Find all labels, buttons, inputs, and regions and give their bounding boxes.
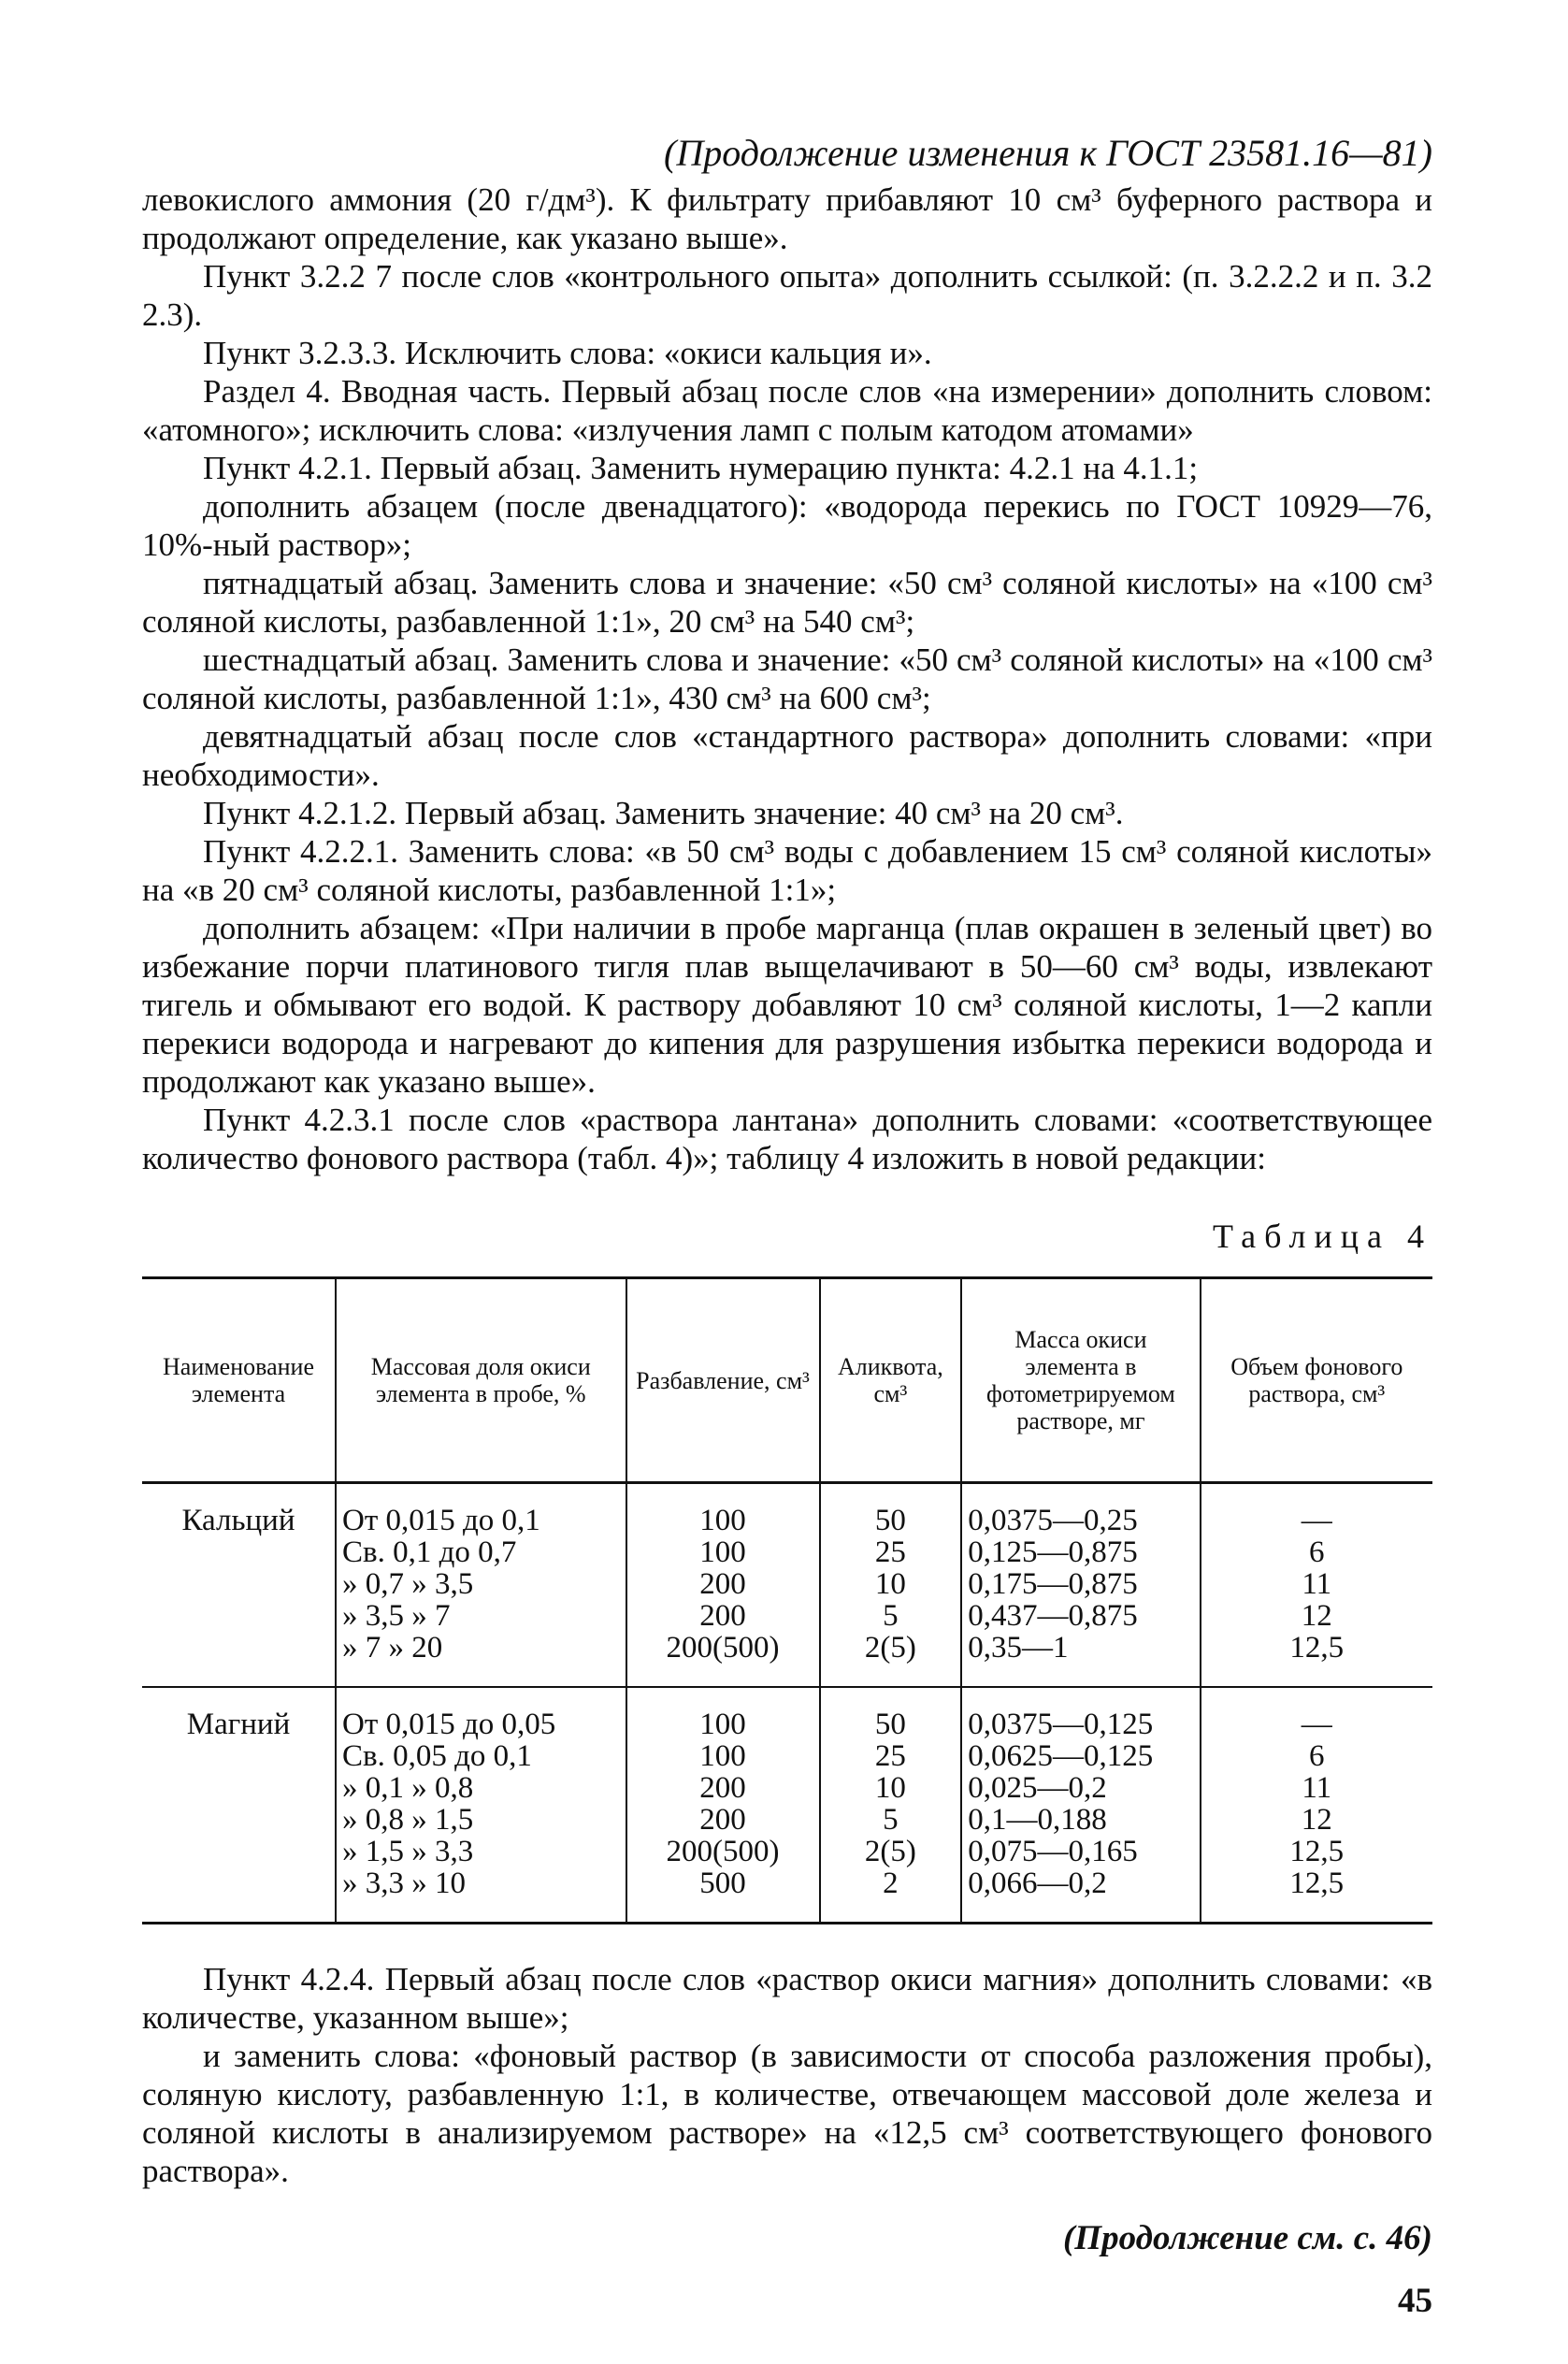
paragraph: шестнадцатый абзац. Заменить слова и значение: «50 см³ соляной кислоты» на «100 см³ соляной кислоты, разбавленной 1:1», 430 см³ на 600 см³; bbox=[142, 641, 1432, 716]
paragraph: пятнадцатый абзац. Заменить слова и значение: «50 см³ соляной кислоты» на «100 см³ соляной кислоты, разбавленной 1:1», 20 см³ на 540 см³; bbox=[142, 565, 1432, 640]
paragraph: Пункт 4.2.4. Первый абзац после слов «раствор окиси магния» дополнить словами: «в количестве, указанном выше»; bbox=[142, 1961, 1432, 2036]
mass-cell bbox=[961, 1483, 1200, 1688]
page-header: (Продолжение изменения к ГОСТ 23581.16—81) bbox=[664, 132, 1432, 174]
paragraph: и заменить слова: «фоновый раствор (в зависимости от способа разложения пробы), соляную кислоту, разбавленную 1:1, в количестве, отвечающем массовой доле железа и соляной кислоты в анализируемом растворе» на «12,5 см³ соответствующего фонового раствора». bbox=[142, 2038, 1432, 2189]
fraction-lines: От 0,015 до 0,05 Св. 0,05 до 0,1 » 0,1 » 0,8 » 0,8 » 1,5 » 1,5 » 3,3 » 3,3 » 10 bbox=[342, 1708, 556, 1900]
table-header-row bbox=[142, 1278, 1432, 1483]
column-header: Наименование элемента bbox=[142, 1278, 336, 1483]
volume-cell bbox=[1201, 1687, 1432, 1924]
document-page bbox=[142, 131, 1432, 2321]
column-header: Аликвота, см³ bbox=[820, 1278, 962, 1483]
paragraph: дополнить абзацем: «При наличии в пробе марганца (плав окрашен в зеленый цвет) во избежание порчи платинового тигля плав выщелачивают в 50—60 см³ воды, извлекают тигель и обмывают его водой. К раствору добавляют 10 см³ соляной кислоты, 1—2 капли перекиси водорода и нагревают до кипения для разрушения избытка перекиси водорода и продолжают как указано выше». bbox=[142, 910, 1432, 1100]
column-header: Массовая доля окиси элемента в пробе, % bbox=[336, 1278, 626, 1483]
volume-lines: — 6 11 12 12,5 12,5 bbox=[1289, 1708, 1345, 1900]
mass-cell bbox=[961, 1687, 1200, 1924]
mass-lines: 0,0375—0,125 0,0625—0,125 0,025—0,2 0,1—0,188 0,075—0,165 0,066—0,2 bbox=[968, 1708, 1154, 1900]
volume-lines: — 6 11 12 12,5 bbox=[1289, 1504, 1345, 1665]
column-header: Разбавление, см³ bbox=[626, 1278, 820, 1483]
table-row-calcium bbox=[142, 1483, 1432, 1688]
dilution-lines: 100 100 200 200 200(500) 500 bbox=[666, 1708, 780, 1900]
page-number: 45 bbox=[1398, 2282, 1432, 2320]
column-header: Объем фонового раствора, см³ bbox=[1201, 1278, 1432, 1483]
aliquot-cell bbox=[820, 1483, 962, 1688]
table-row-magnesium bbox=[142, 1687, 1432, 1924]
dilution-lines: 100 100 200 200 200(500) bbox=[666, 1504, 780, 1665]
element-name: Кальций bbox=[181, 1504, 295, 1537]
paragraph: Пункт 3.2.2 7 после слов «контрольного опыта» дополнить ссылкой: (п. 3.2.2.2 и п. 3.2 2.3). bbox=[142, 258, 1432, 333]
paragraph: Пункт 4.2.1.2. Первый абзац. Заменить значение: 40 см³ на 20 см³. bbox=[203, 795, 1124, 831]
paragraph: левокислого аммония (20 г/дм³). К фильтрату прибавляют 10 см³ буферного раствора и продолжают определение, как указано выше». bbox=[142, 181, 1432, 256]
dilution-cell bbox=[626, 1483, 820, 1688]
fraction-cell bbox=[336, 1687, 626, 1924]
continuation-note: (Продолжение см. с. 46) bbox=[1062, 2219, 1432, 2257]
aliquot-lines: 50 25 10 5 2(5) 2 bbox=[864, 1708, 916, 1900]
table-caption: Таблица 4 bbox=[1213, 1218, 1432, 1255]
fraction-cell bbox=[336, 1483, 626, 1688]
table-4 bbox=[142, 1276, 1432, 1924]
fraction-lines: От 0,015 до 0,1 Св. 0,1 до 0,7 » 0,7 » 3,5 » 3,5 » 7 » 7 » 20 bbox=[342, 1504, 540, 1665]
column-header: Масса окиси элемента в фотометрируемом растворе, мг bbox=[961, 1278, 1200, 1483]
element-name: Магний bbox=[142, 1687, 336, 1924]
paragraph: дополнить абзацем (после двенадцатого): «водорода перекись по ГОСТ 10929—76, 10%-ный раствор»; bbox=[142, 488, 1432, 563]
mass-lines: 0,0375—0,25 0,125—0,875 0,175—0,875 0,437—0,875 0,35—1 bbox=[968, 1504, 1138, 1665]
dilution-cell bbox=[626, 1687, 820, 1924]
paragraph: Пункт 3.2.3.3. Исключить слова: «окиси кальция и». bbox=[203, 335, 932, 371]
body-text bbox=[142, 180, 1432, 1177]
aliquot-cell bbox=[820, 1687, 962, 1924]
paragraph: девятнадцатый абзац после слов «стандартного раствора» дополнить словами: «при необходимости». bbox=[142, 718, 1432, 793]
paragraph: Раздел 4. Вводная часть. Первый абзац после слов «на измерении» дополнить словом: «атомного»; исключить слова: «излучения ламп с полым катодом атомами» bbox=[142, 373, 1432, 448]
paragraph: Пункт 4.2.2.1. Заменить слова: «в 50 см³ воды с добавлением 15 см³ соляной кислоты» на «в 20 см³ соляной кислоты, разбавленной 1:1»; bbox=[142, 833, 1432, 908]
paragraph: Пункт 4.2.1. Первый абзац. Заменить нумерацию пункта: 4.2.1 на 4.1.1; bbox=[203, 450, 1199, 486]
body-text-after-table bbox=[142, 1960, 1432, 2190]
volume-cell bbox=[1201, 1483, 1432, 1688]
paragraph: Пункт 4.2.3.1 после слов «раствора лантана» дополнить словами: «соответствующее количество фонового раствора (табл. 4)»; таблицу 4 изложить в новой редакции: bbox=[142, 1102, 1432, 1176]
aliquot-lines: 50 25 10 5 2(5) bbox=[864, 1504, 916, 1665]
